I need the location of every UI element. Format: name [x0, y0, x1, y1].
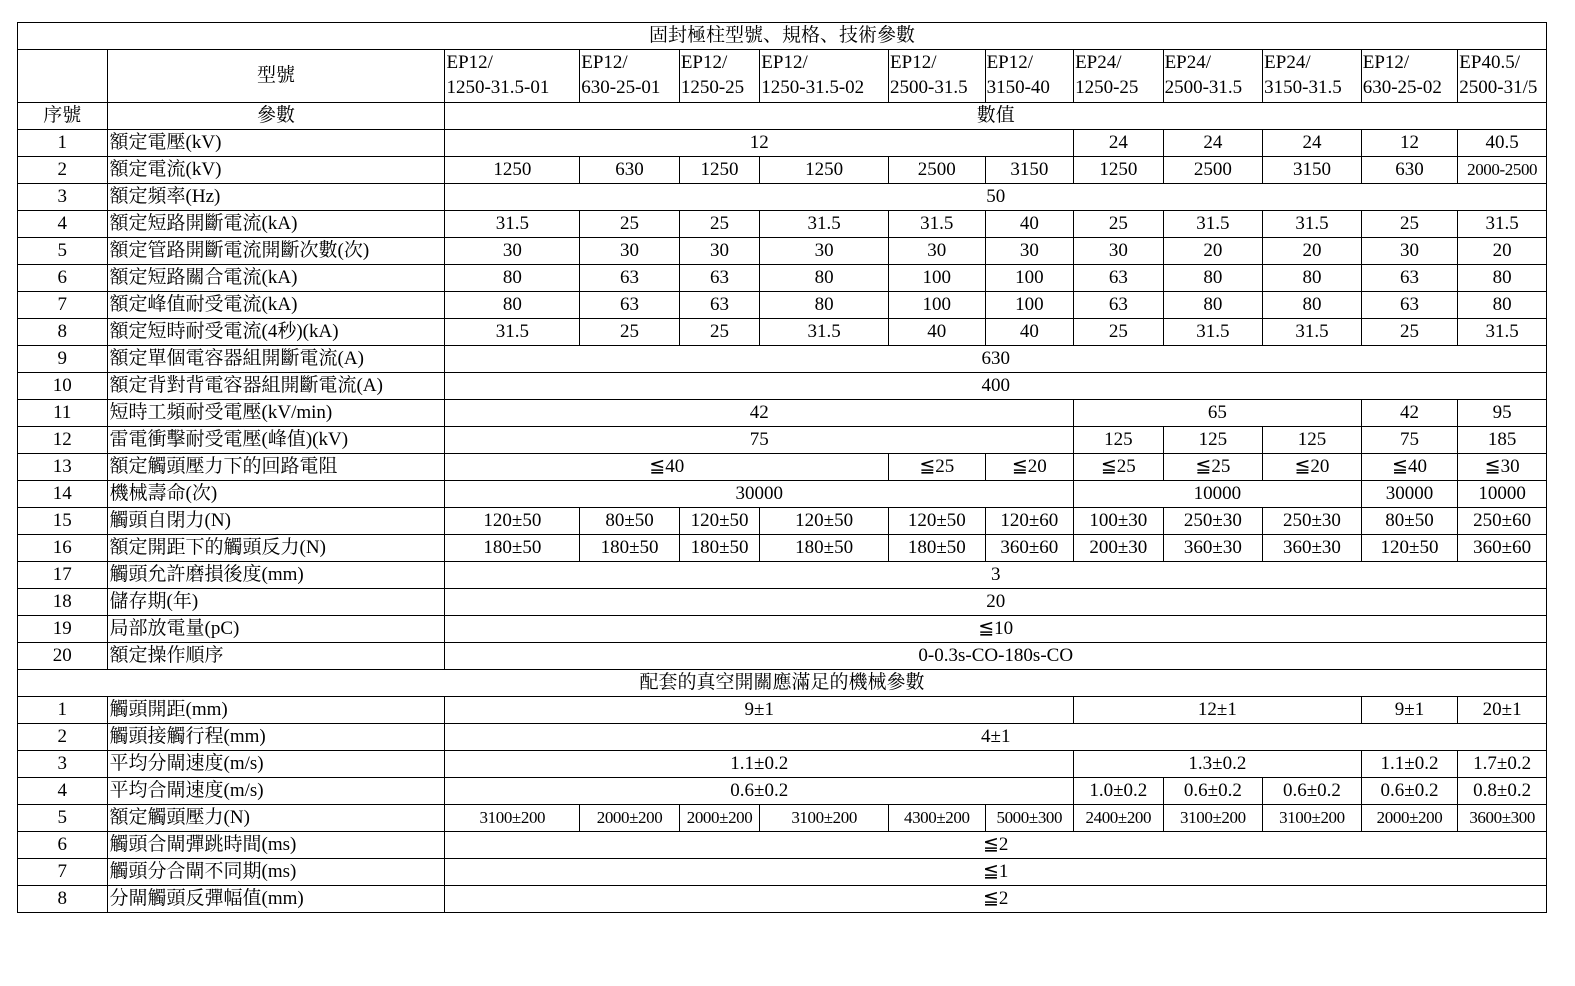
value-cell: 0-0.3s-CO-180s-CO	[445, 643, 1547, 670]
section-title: 配套的真空開關應滿足的機械參數	[18, 670, 1547, 697]
table-row	[18, 562, 1547, 589]
table-row	[18, 238, 1547, 265]
value-cell: 1.1±0.2	[445, 751, 1074, 778]
value-cell: 120±50	[1361, 535, 1458, 562]
model-rating: 2500-31.5	[890, 77, 968, 98]
value-cell: 80	[1263, 265, 1362, 292]
row-number: 10	[18, 373, 108, 400]
value-cell: 30	[1361, 238, 1458, 265]
value-cell: 125	[1263, 427, 1362, 454]
model-series: EP24/	[1164, 52, 1212, 73]
value-cell: 42	[445, 400, 1074, 427]
model-header-cell	[1263, 50, 1362, 103]
value-cell: 1250	[1074, 157, 1164, 184]
value-cell: 30	[445, 238, 580, 265]
value-cell: 12	[1361, 130, 1458, 157]
parameter-name: 額定背對背電容器組開斷電流(A)	[107, 373, 445, 400]
row-number: 12	[18, 427, 108, 454]
value-cell: 63	[1074, 292, 1164, 319]
row-number: 19	[18, 616, 108, 643]
model-series: EP40.5/	[1459, 52, 1520, 73]
value-cell: ≦25	[889, 454, 986, 481]
model-header-cell	[889, 50, 986, 103]
value-cell: ≦40	[445, 454, 889, 481]
table-row	[18, 373, 1547, 400]
model-rating: 2500-31.5	[1164, 77, 1243, 98]
value-cell: 3600±300	[1458, 805, 1547, 832]
row-number: 5	[18, 805, 108, 832]
section-title-row	[18, 670, 1547, 697]
parameter-name: 額定觸頭壓力下的回路電阻	[107, 454, 445, 481]
model-series: EP24/	[1075, 52, 1122, 73]
row-number: 1	[18, 697, 108, 724]
value-cell: 25	[1074, 211, 1164, 238]
parameter-name: 額定短路開斷電流(kA)	[107, 211, 445, 238]
value-cell: 120±60	[985, 508, 1074, 535]
value-cell: 0.6±0.2	[1361, 778, 1458, 805]
value-cell: 1.3±0.2	[1074, 751, 1362, 778]
value-cell: 40	[985, 211, 1074, 238]
value-cell: ≦40	[1361, 454, 1458, 481]
table-row	[18, 508, 1547, 535]
value-cell: ≦10	[445, 616, 1547, 643]
value-cell: 24	[1074, 130, 1164, 157]
value-cell: 25	[679, 319, 759, 346]
blank-header-cell	[18, 50, 108, 103]
value-cell: 2000-2500	[1458, 157, 1547, 184]
value-cell: 31.5	[1263, 319, 1362, 346]
value-cell: 180±50	[580, 535, 680, 562]
value-cell: 2500	[1163, 157, 1263, 184]
value-cell: 12±1	[1074, 697, 1362, 724]
value-cell: 80	[1163, 265, 1263, 292]
value-cell: 50	[445, 184, 1547, 211]
model-rating: 630-25-01	[581, 77, 661, 98]
value-cell: 40	[889, 319, 986, 346]
value-cell: 9±1	[1361, 697, 1458, 724]
parameter-name: 觸頭分合閘不同期(ms)	[107, 859, 445, 886]
model-series: EP12/	[581, 52, 628, 73]
row-number: 7	[18, 292, 108, 319]
value-cell: 30	[985, 238, 1074, 265]
row-number: 8	[18, 319, 108, 346]
model-header-cell	[1163, 50, 1263, 103]
value-cell: 31.5	[1263, 211, 1362, 238]
row-number: 3	[18, 751, 108, 778]
value-cell: 250±60	[1458, 508, 1547, 535]
value-cell: 63	[679, 265, 759, 292]
model-header-row	[18, 50, 1547, 103]
table-row	[18, 886, 1547, 913]
row-number: 14	[18, 481, 108, 508]
value-cell: ≦25	[1163, 454, 1263, 481]
table-row	[18, 400, 1547, 427]
value-cell: 63	[679, 292, 759, 319]
row-number: 8	[18, 886, 108, 913]
model-rating: 630-25-02	[1362, 77, 1442, 98]
table-row	[18, 292, 1547, 319]
parameter-name: 儲存期(年)	[107, 589, 445, 616]
value-cell: 31.5	[445, 319, 580, 346]
value-cell: 400	[445, 373, 1547, 400]
value-cell: 0.6±0.2	[1263, 778, 1362, 805]
value-cell: 24	[1263, 130, 1362, 157]
table-row	[18, 130, 1547, 157]
value-cell: 250±30	[1263, 508, 1362, 535]
value-label: 數值	[445, 103, 1547, 130]
value-cell: 80	[1263, 292, 1362, 319]
value-cell: 30000	[445, 481, 1074, 508]
value-cell: 1.7±0.2	[1458, 751, 1547, 778]
value-cell: 80	[760, 292, 889, 319]
model-series: EP12/	[446, 52, 493, 73]
value-cell: 63	[580, 265, 680, 292]
model-rating: 1250-25	[1075, 77, 1139, 98]
value-cell: ≦30	[1458, 454, 1547, 481]
row-number: 4	[18, 778, 108, 805]
value-cell: 0.6±0.2	[1163, 778, 1263, 805]
model-series: EP12/	[890, 52, 937, 73]
table-row	[18, 859, 1547, 886]
parameter-name: 額定短路關合電流(kA)	[107, 265, 445, 292]
model-rating: 1250-25	[680, 77, 745, 98]
value-cell: 40	[985, 319, 1074, 346]
value-cell: 31.5	[889, 211, 986, 238]
parameter-name: 額定管路開斷電流開斷次數(次)	[107, 238, 445, 265]
value-cell: 25	[1074, 319, 1164, 346]
table-row	[18, 211, 1547, 238]
parameter-name: 額定峰值耐受電流(kA)	[107, 292, 445, 319]
value-cell: 63	[580, 292, 680, 319]
value-cell: 3100±200	[1163, 805, 1263, 832]
value-cell: 30	[889, 238, 986, 265]
value-cell: 100	[985, 265, 1074, 292]
value-cell: 1250	[445, 157, 580, 184]
table-row	[18, 346, 1547, 373]
value-cell: 185	[1458, 427, 1547, 454]
table-row	[18, 697, 1547, 724]
value-cell: 100±30	[1074, 508, 1164, 535]
column-header-row	[18, 103, 1547, 130]
parameter-name: 局部放電量(pC)	[107, 616, 445, 643]
model-rating: 1250-31.5-01	[446, 77, 550, 98]
value-cell: 3100±200	[760, 805, 889, 832]
model-header-cell	[445, 50, 580, 103]
row-number: 1	[18, 130, 108, 157]
value-cell: 25	[1361, 319, 1458, 346]
value-cell: 95	[1458, 400, 1547, 427]
value-cell: ≦2	[445, 886, 1547, 913]
row-number: 7	[18, 859, 108, 886]
value-cell: 30	[1074, 238, 1164, 265]
value-cell: 180±50	[889, 535, 986, 562]
model-rating: 2500-31/5	[1459, 77, 1538, 98]
value-cell: 630	[445, 346, 1547, 373]
value-cell: 20	[445, 589, 1547, 616]
value-cell: 3150	[985, 157, 1074, 184]
value-cell: 1250	[679, 157, 759, 184]
parameter-name: 觸頭開距(mm)	[107, 697, 445, 724]
value-cell: 630	[580, 157, 680, 184]
row-number: 15	[18, 508, 108, 535]
table-row	[18, 616, 1547, 643]
spec-table	[17, 22, 1547, 913]
table-row	[18, 427, 1547, 454]
value-cell: 25	[580, 319, 680, 346]
parameter-name: 觸頭接觸行程(mm)	[107, 724, 445, 751]
model-series: EP12/	[986, 52, 1034, 73]
parameter-name: 額定操作順序	[107, 643, 445, 670]
row-number: 16	[18, 535, 108, 562]
value-cell: 4300±200	[889, 805, 986, 832]
value-cell: 1250	[760, 157, 889, 184]
value-cell: ≦2	[445, 832, 1547, 859]
row-number: 3	[18, 184, 108, 211]
parameter-name: 額定電流(kV)	[107, 157, 445, 184]
value-cell: 20	[1458, 238, 1547, 265]
value-cell: ≦20	[1263, 454, 1362, 481]
value-cell: 40.5	[1458, 130, 1547, 157]
value-cell: 1.0±0.2	[1074, 778, 1164, 805]
table-row	[18, 319, 1547, 346]
parameter-name: 平均分閘速度(m/s)	[107, 751, 445, 778]
value-cell: 80±50	[580, 508, 680, 535]
parameter-name: 觸頭合閘彈跳時間(ms)	[107, 832, 445, 859]
value-cell: 125	[1163, 427, 1263, 454]
model-rating: 1250-31.5-02	[761, 77, 865, 98]
value-cell: 63	[1361, 265, 1458, 292]
seq-label: 序號	[18, 103, 108, 130]
value-cell: 0.6±0.2	[445, 778, 1074, 805]
value-cell: 80±50	[1361, 508, 1458, 535]
value-cell: 180±50	[679, 535, 759, 562]
value-cell: 30	[760, 238, 889, 265]
value-cell: ≦20	[985, 454, 1074, 481]
row-number: 13	[18, 454, 108, 481]
model-series: EP12/	[761, 52, 808, 73]
model-series: EP12/	[680, 52, 728, 73]
parameter-name: 額定電壓(kV)	[107, 130, 445, 157]
parameter-name: 額定單個電容器組開斷電流(A)	[107, 346, 445, 373]
value-cell: 2000±200	[580, 805, 680, 832]
value-cell: 65	[1074, 400, 1362, 427]
value-cell: 12	[445, 130, 1074, 157]
value-cell: 3	[445, 562, 1547, 589]
value-cell: 20	[1263, 238, 1362, 265]
model-series: EP24/	[1264, 52, 1311, 73]
value-cell: 80	[1458, 265, 1547, 292]
value-cell: 180±50	[445, 535, 580, 562]
value-cell: ≦1	[445, 859, 1547, 886]
value-cell: 120±50	[445, 508, 580, 535]
model-header-cell	[679, 50, 759, 103]
value-cell: 200±30	[1074, 535, 1164, 562]
value-cell: 360±60	[985, 535, 1074, 562]
value-cell: 1.1±0.2	[1361, 751, 1458, 778]
value-cell: 3100±200	[1263, 805, 1362, 832]
value-cell: 30	[580, 238, 680, 265]
row-number: 17	[18, 562, 108, 589]
model-header-cell	[985, 50, 1074, 103]
value-cell: 31.5	[760, 211, 889, 238]
row-number: 6	[18, 265, 108, 292]
table-row	[18, 832, 1547, 859]
table-body	[18, 23, 1547, 913]
row-number: 5	[18, 238, 108, 265]
value-cell: 80	[1163, 292, 1263, 319]
value-cell: 100	[889, 292, 986, 319]
value-cell: 20	[1163, 238, 1263, 265]
value-cell: 75	[445, 427, 1074, 454]
model-rating: 3150-31.5	[1264, 77, 1342, 98]
model-header-cell	[580, 50, 680, 103]
value-cell: 2500	[889, 157, 986, 184]
row-number: 20	[18, 643, 108, 670]
row-number: 11	[18, 400, 108, 427]
value-cell: 180±50	[760, 535, 889, 562]
row-number: 9	[18, 346, 108, 373]
table-row	[18, 535, 1547, 562]
value-cell: 360±60	[1458, 535, 1547, 562]
parameter-name: 額定開距下的觸頭反力(N)	[107, 535, 445, 562]
parameter-name: 分閘觸頭反彈幅值(mm)	[107, 886, 445, 913]
table-row	[18, 157, 1547, 184]
row-number: 4	[18, 211, 108, 238]
model-header-cell	[1361, 50, 1458, 103]
parameter-name: 機械壽命(次)	[107, 481, 445, 508]
parameter-name: 額定觸頭壓力(N)	[107, 805, 445, 832]
value-cell: 3150	[1263, 157, 1362, 184]
table-row	[18, 265, 1547, 292]
value-cell: 125	[1074, 427, 1164, 454]
value-cell: 20±1	[1458, 697, 1547, 724]
value-cell: 360±30	[1263, 535, 1362, 562]
value-cell: 100	[889, 265, 986, 292]
table-row	[18, 643, 1547, 670]
param-label: 參數	[107, 103, 445, 130]
value-cell: 9±1	[445, 697, 1074, 724]
value-cell: 63	[1361, 292, 1458, 319]
value-cell: 31.5	[1458, 319, 1547, 346]
value-cell: 250±30	[1163, 508, 1263, 535]
value-cell: 2400±200	[1074, 805, 1164, 832]
parameter-name: 額定短時耐受電流(4秒)(kA)	[107, 319, 445, 346]
value-cell: 100	[985, 292, 1074, 319]
title-row	[18, 23, 1547, 50]
model-label: 型號	[107, 50, 445, 103]
value-cell: 31.5	[445, 211, 580, 238]
parameter-name: 額定頻率(Hz)	[107, 184, 445, 211]
value-cell: 4±1	[445, 724, 1547, 751]
value-cell: 0.8±0.2	[1458, 778, 1547, 805]
value-cell: 42	[1361, 400, 1458, 427]
value-cell: 360±30	[1163, 535, 1263, 562]
value-cell: 25	[1361, 211, 1458, 238]
table-title: 固封極柱型號、規格、技術參數	[18, 23, 1547, 50]
value-cell: 63	[1074, 265, 1164, 292]
value-cell: ≦25	[1074, 454, 1164, 481]
value-cell: 80	[1458, 292, 1547, 319]
value-cell: 120±50	[679, 508, 759, 535]
value-cell: 2000±200	[1361, 805, 1458, 832]
table-row	[18, 454, 1547, 481]
value-cell: 25	[580, 211, 680, 238]
table-row	[18, 805, 1547, 832]
value-cell: 31.5	[760, 319, 889, 346]
value-cell: 31.5	[1458, 211, 1547, 238]
value-cell: 80	[760, 265, 889, 292]
value-cell: 630	[1361, 157, 1458, 184]
parameter-name: 平均合閘速度(m/s)	[107, 778, 445, 805]
value-cell: 75	[1361, 427, 1458, 454]
value-cell: 10000	[1074, 481, 1362, 508]
row-number: 6	[18, 832, 108, 859]
table-row	[18, 184, 1547, 211]
value-cell: 30000	[1361, 481, 1458, 508]
model-header-cell	[760, 50, 889, 103]
parameter-name: 觸頭允許磨損後度(mm)	[107, 562, 445, 589]
model-series: EP12/	[1362, 52, 1410, 73]
row-number: 2	[18, 157, 108, 184]
table-row	[18, 751, 1547, 778]
value-cell: 25	[679, 211, 759, 238]
table-row	[18, 724, 1547, 751]
value-cell: 80	[445, 265, 580, 292]
table-row	[18, 481, 1547, 508]
value-cell: 10000	[1458, 481, 1547, 508]
parameter-name: 短時工頻耐受電壓(kV/min)	[107, 400, 445, 427]
value-cell: 31.5	[1163, 319, 1263, 346]
table-row	[18, 589, 1547, 616]
value-cell: 120±50	[760, 508, 889, 535]
model-header-cell	[1074, 50, 1164, 103]
value-cell: 3100±200	[445, 805, 580, 832]
value-cell: 31.5	[1163, 211, 1263, 238]
model-rating: 3150-40	[986, 77, 1050, 98]
value-cell: 30	[679, 238, 759, 265]
value-cell: 24	[1163, 130, 1263, 157]
parameter-name: 雷電衝擊耐受電壓(峰值)(kV)	[107, 427, 445, 454]
value-cell: 5000±300	[985, 805, 1074, 832]
row-number: 18	[18, 589, 108, 616]
value-cell: 80	[445, 292, 580, 319]
row-number: 2	[18, 724, 108, 751]
value-cell: 2000±200	[679, 805, 759, 832]
value-cell: 120±50	[889, 508, 986, 535]
parameter-name: 觸頭自閉力(N)	[107, 508, 445, 535]
table-row	[18, 778, 1547, 805]
model-header-cell	[1458, 50, 1547, 103]
